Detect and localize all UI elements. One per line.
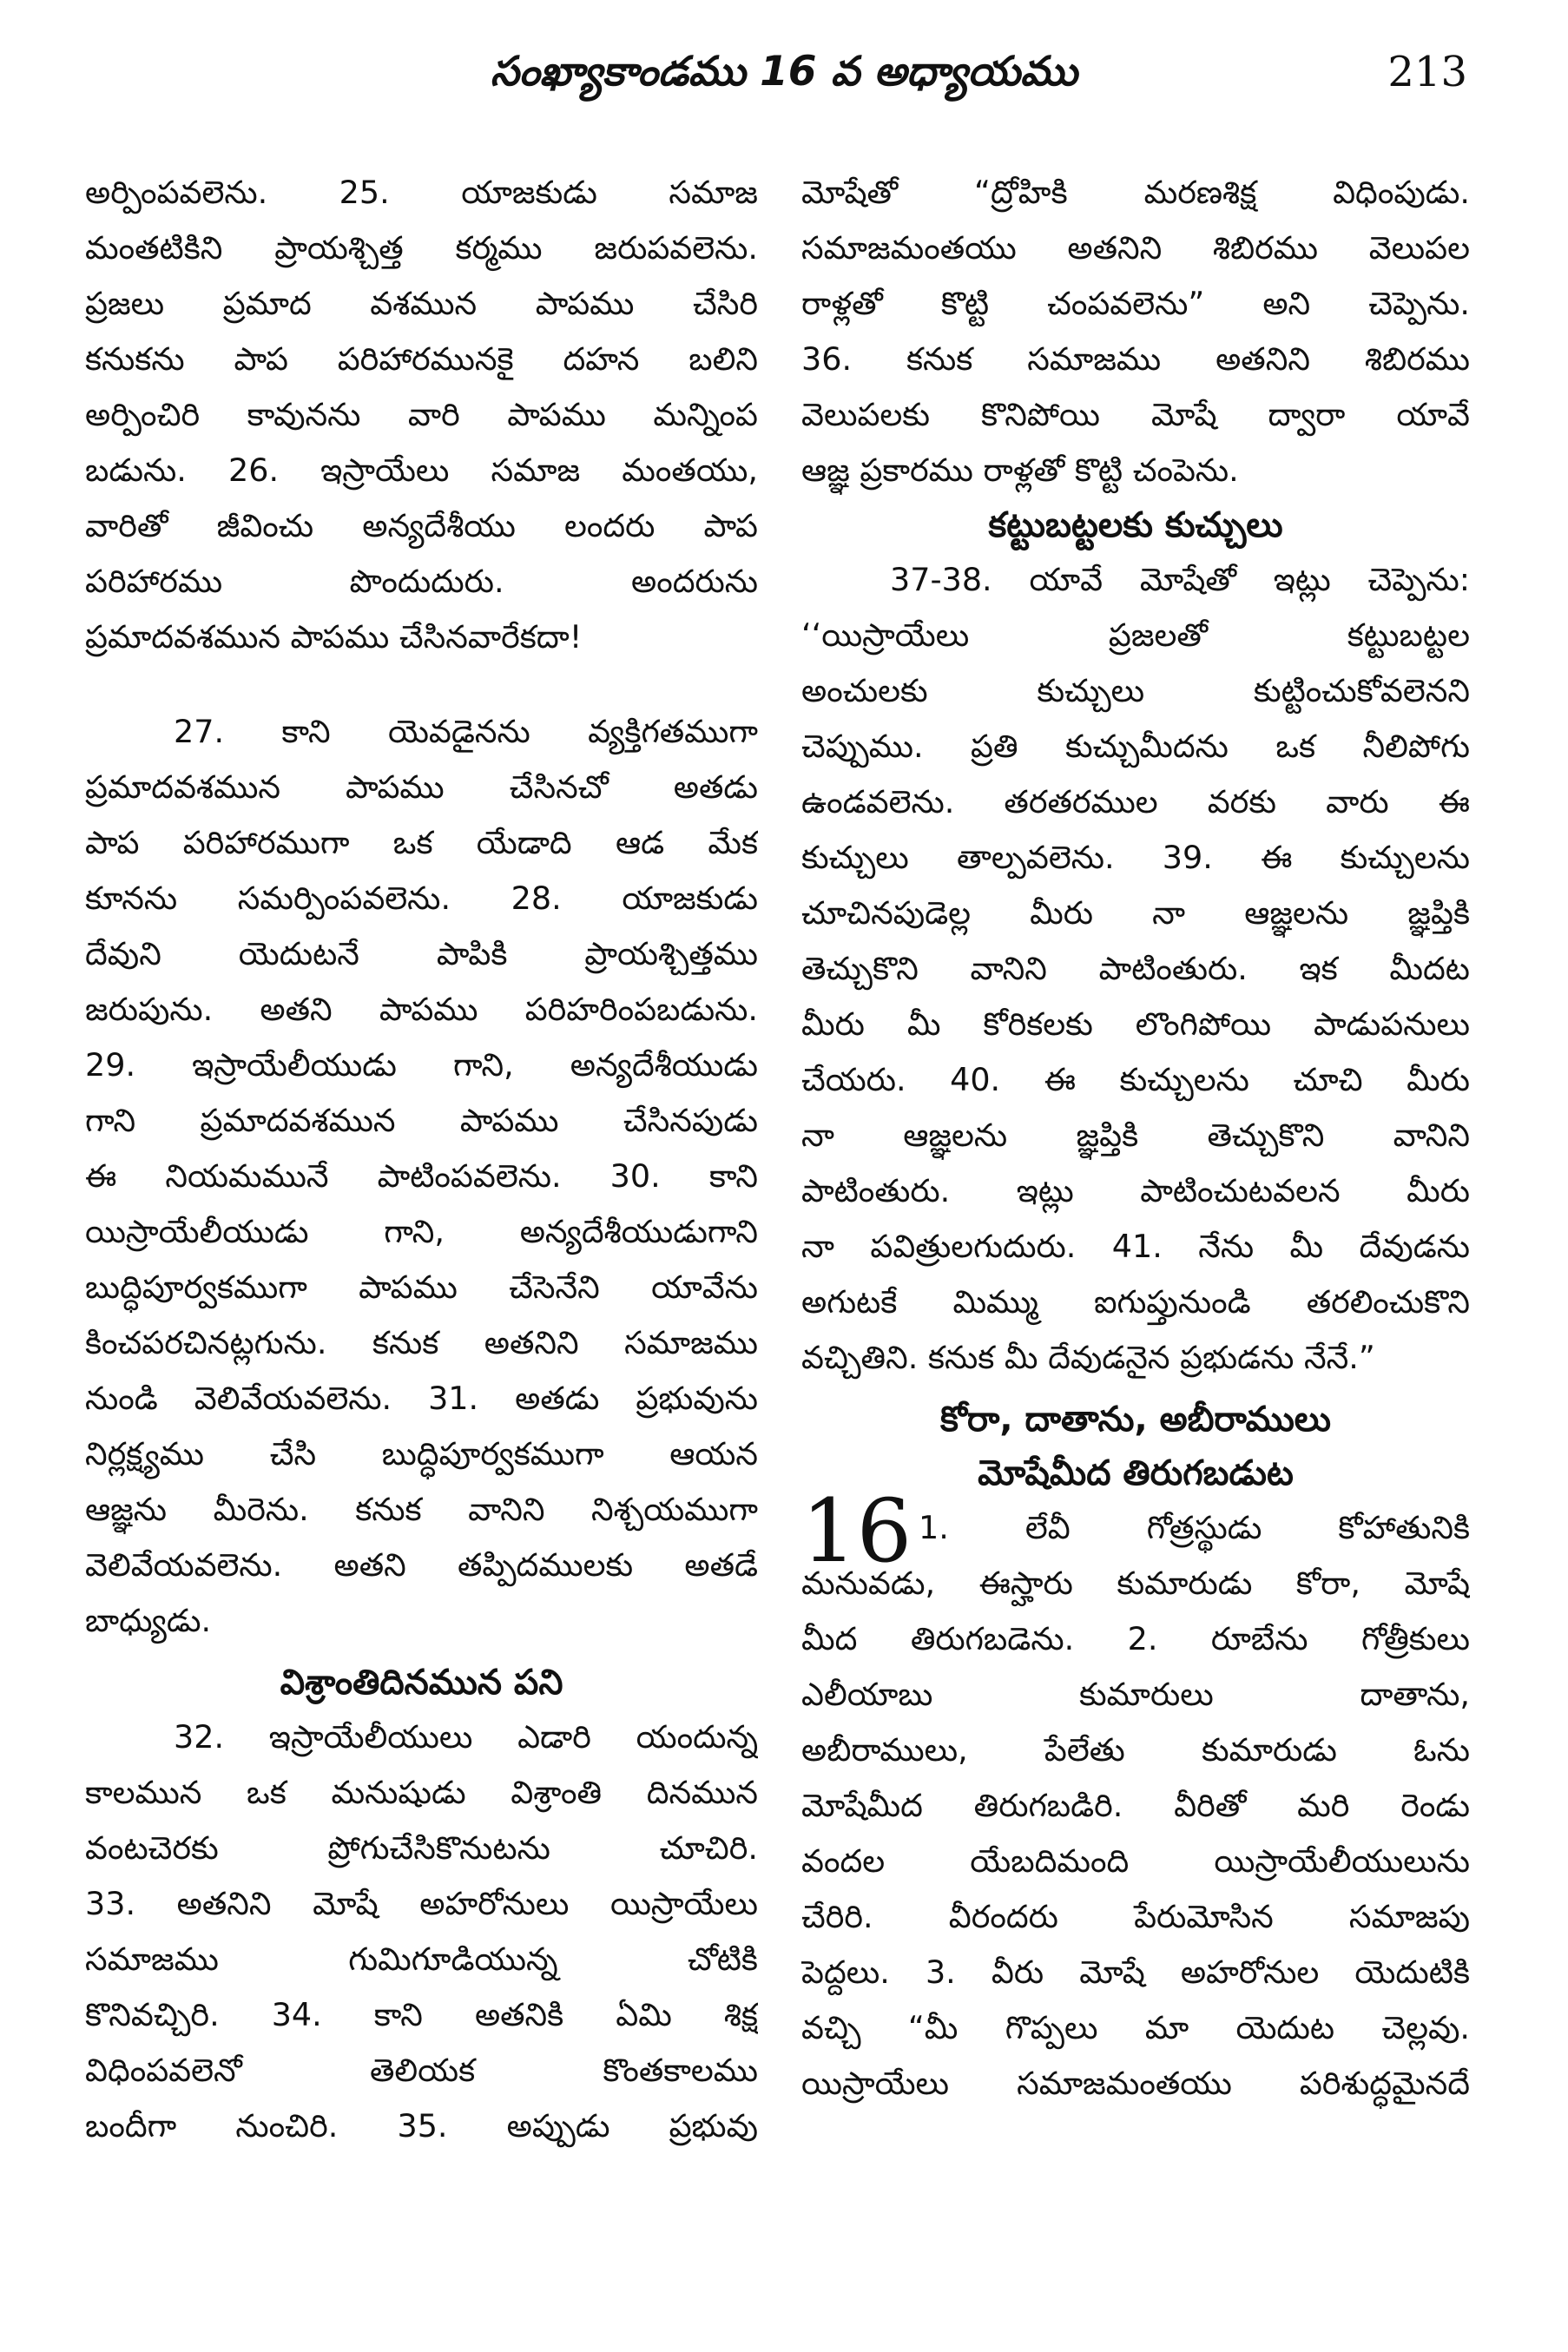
text-line: చేరిరి. వీరందరు పేరుమోసిన సమాజపు bbox=[801, 1898, 1470, 1935]
text-line: యిస్రాయేలీయుడు గాని, అన్యదేశీయుడుగాని bbox=[85, 1213, 758, 1250]
text-line: పాటింతురు. ఇట్లు పాటించుటవలన మీరు bbox=[801, 1172, 1470, 1209]
text-line: వారితో జీవించు అన్యదేశీయు లందరు పాప bbox=[85, 507, 758, 544]
text-line: 1. లేవీ గోత్రస్థుడు కోహాతునికి bbox=[919, 1509, 1470, 1546]
text-line: ఎలీయాబు కుమారులు దాతాను, bbox=[801, 1676, 1470, 1713]
text-line: మోషేతో “ద్రోహికి మరణశిక్ష విధింపుడు. bbox=[801, 174, 1470, 211]
page-number: 213 bbox=[1387, 48, 1467, 96]
text-line: 36. కనుక సమాజము అతనిని శిబిరము bbox=[801, 340, 1470, 378]
text-line: వచ్చితిని. కనుక మీ దేవుడనైన ప్రభుడను నేనే.” bbox=[801, 1339, 1375, 1376]
text-line: కించపరచినట్లగును. కనుక అతనిని సమాజము bbox=[85, 1324, 758, 1361]
paragraph-verses-37-41 bbox=[801, 552, 1470, 1386]
text-line: అగుటకే మిమ్ము ఐగుప్తునుండి తరలించుకొని bbox=[801, 1283, 1470, 1321]
text-line: 37-38. యావే మోషేతో ఇట్లు చెప్పెను: bbox=[890, 561, 1470, 598]
text-line: వంటచెరకు ప్రోగుచేసికొనుటను చూచిరి. bbox=[85, 1829, 758, 1867]
text-line: సమాజము గుమిగూడియున్న చోటికి bbox=[85, 1940, 758, 1978]
text-line: గాని ప్రమాదవశమున పాపము చేసినపుడు bbox=[85, 1102, 758, 1139]
text-line: ప్రజలు ప్రమాద వశమున పాపము చేసిరి bbox=[85, 285, 758, 322]
text-line: ప్రమాదవశమున పాపము చేసినవారేకదా! bbox=[85, 618, 583, 656]
text-line: కుచ్చులు తాల్పవలెను. 39. ఈ కుచ్చులను bbox=[801, 839, 1470, 876]
text-line: పరిహారము పొందుదురు. అందరును bbox=[85, 563, 758, 600]
text-line: తెచ్చుకొని వానిని పాటింతురు. ఇక మీదట bbox=[801, 950, 1470, 987]
paragraph-verses-27-31 bbox=[85, 704, 758, 1649]
text-line: నా ఆజ్ఞలను జ్ఞప్తికి తెచ్చుకొని వానిని bbox=[801, 1117, 1470, 1154]
right-column bbox=[801, 165, 1470, 2112]
text-line: అర్పించిరి కావునను వారి పాపము మన్నింప bbox=[85, 396, 758, 433]
text-line: కాలమున ఒక మనుషుడు విశ్రాంతి దినమున bbox=[85, 1774, 758, 1811]
text-line: ‘‘యిస్రాయేలు ప్రజలతో కట్టుబట్టల bbox=[801, 616, 1470, 654]
text-line: వెలివేయవలెను. అతని తప్పిదములకు అతడే bbox=[85, 1546, 758, 1584]
chapter-number: 16 bbox=[801, 1480, 912, 1582]
text-line: కూనను సమర్పింపవలెను. 28. యాజకుడు bbox=[85, 880, 758, 917]
text-line: చేయరు. 40. ఈ కుచ్చులను చూచి మీరు bbox=[801, 1061, 1470, 1098]
chapter-start bbox=[801, 1480, 1470, 1582]
text-line: బుద్ధిపూర్వకముగా పాపము చేసెనేని యావేను bbox=[85, 1268, 758, 1306]
text-line: ఈ నియమమునే పాటింపవలెను. 30. కాని bbox=[85, 1157, 758, 1195]
text-line: మనువడు, ఈస్హారు కుమారుడు కోరా, మోషే bbox=[801, 1565, 1470, 1602]
text-line: ప్రమాదవశమున పాపము చేసినచో అతడు bbox=[85, 768, 758, 806]
section-heading-line: మోషేమీద తిరుగబడుట bbox=[978, 1453, 1294, 1493]
text-line: చెప్పుము. ప్రతి కుచ్చుమీదను ఒక నీలిపోగు bbox=[801, 728, 1470, 765]
text-line: కొనివచ్చిరి. 34. కాని అతనికి ఏమి శిక్ష bbox=[85, 1996, 758, 2033]
text-line: సమాజమంతయు అతనిని శిబిరము వెలుపల bbox=[801, 229, 1470, 267]
text-line: బాధ్యుడు. bbox=[85, 1602, 212, 1639]
text-line: 32. ఇస్రాయేలీయులు ఎడారి యందున్న bbox=[174, 1718, 758, 1756]
text-line: మోషేమీద తిరుగబడిరి. వీరితో మరి రెండు bbox=[801, 1787, 1470, 1824]
section-heading-line: కోరా, దాతాను, అబీరాములు bbox=[939, 1400, 1332, 1440]
text-line: బందీగా నుంచిరి. 35. అప్పుడు ప్రభువు bbox=[85, 2107, 758, 2144]
text-line: కనుకను పాప పరిహారమునకై దహన బలిని bbox=[85, 340, 758, 378]
text-line: నిర్లక్ష్యము చేసి బుద్ధిపూర్వకముగా ఆయన bbox=[85, 1435, 758, 1472]
text-line: మంతటికిని ప్రాయశ్చిత్త కర్మము జరుపవలెను. bbox=[85, 229, 758, 267]
text-line: ఆజ్ఞ ప్రకారము రాళ్లతో కొట్టి చంపెను. bbox=[801, 451, 1239, 489]
text-line: నుండి వెలివేయవలెను. 31. అతడు ప్రభువును bbox=[85, 1380, 758, 1417]
text-line: మీరు మీ కోరికలకు లొంగిపోయి పాడుపనులు bbox=[801, 1005, 1470, 1043]
paragraph-verses-35-36 bbox=[801, 165, 1470, 498]
left-column bbox=[85, 165, 758, 2154]
text-line: జరుపును. అతని పాపము పరిహరింపబడును. bbox=[85, 991, 758, 1028]
running-header-title: సంఖ్యాకాండము 16 వ అధ్యాయము bbox=[490, 48, 1078, 96]
text-line: నా పవిత్రులగుదురు. 41. నేను మీ దేవుడను bbox=[801, 1228, 1470, 1265]
text-line: ఆజ్ఞను మీరెను. కనుక వానిని నిశ్చయముగా bbox=[85, 1491, 758, 1528]
section-heading-tassels: కట్టుబట్టలకు కుచ్చులు bbox=[988, 505, 1283, 545]
text-line: వచ్చి “మీ గొప్పలు మా యెదుట చెల్లవు. bbox=[801, 2009, 1470, 2046]
text-line: మీద తిరుగబడెను. 2. రూబేను గోత్రీకులు bbox=[801, 1620, 1470, 1657]
text-line: విధింపవలెనో తెలియక కొంతకాలము bbox=[85, 2052, 758, 2089]
text-line: ఉండవలెను. తరతరముల వరకు వారు ఈ bbox=[801, 783, 1470, 820]
text-line: అంచులకు కుచ్చులు కుట్టించుకోవలెనని bbox=[801, 672, 1470, 709]
text-line: వెలుపలకు కొనిపోయి మోషే ద్వారా యావే bbox=[801, 396, 1470, 433]
text-line: 29. ఇస్రాయేలీయుడు గాని, అన్యదేశీయుడు bbox=[85, 1046, 758, 1084]
text-line: దేవుని యెదుటనే పాపికి ప్రాయశ్చిత్తము bbox=[85, 935, 758, 972]
text-line: పెద్దలు. 3. వీరు మోషే అహరోనుల యెదుటికి bbox=[801, 1953, 1470, 1991]
text-line: చూచినపుడెల్ల మీరు నా ఆజ్ఞలను జ్ఞప్తికి bbox=[801, 894, 1470, 932]
text-line: బడును. 26. ఇస్రాయేలు సమాజ మంతయు, bbox=[85, 451, 758, 489]
text-line: వందల యేబదిమంది యిస్రాయేలీయులును bbox=[801, 1842, 1470, 1880]
text-line: అబీరాములు, పేలేతు కుమారుడు ఓను bbox=[801, 1731, 1470, 1769]
section-heading-sabbath-work: విశ్రాంతిదినమున పని bbox=[280, 1663, 563, 1703]
text-line: 33. అతనిని మోషే అహరోనులు యిస్రాయేలు bbox=[85, 1885, 758, 1922]
paragraph-verses-1-3 bbox=[801, 1556, 1470, 2112]
paragraph-verses-32-35 bbox=[85, 1710, 758, 2154]
text-line: యిస్రాయేలు సమాజమంతయు పరిశుద్ధమైనదే bbox=[801, 2065, 1470, 2102]
text-line: రాళ్లతో కొట్టి చంపవలెను” అని చెప్పెను. bbox=[801, 285, 1470, 322]
text-line: అర్పింపవలెను. 25. యాజకుడు సమాజ bbox=[85, 174, 758, 211]
text-line: 27. కాని యెవడైనను వ్యక్తిగతముగా bbox=[174, 713, 758, 750]
text-line: పాప పరిహారముగా ఒక యేడాది ఆడ మేక bbox=[85, 824, 758, 861]
paragraph-verses-25-26 bbox=[85, 165, 758, 665]
